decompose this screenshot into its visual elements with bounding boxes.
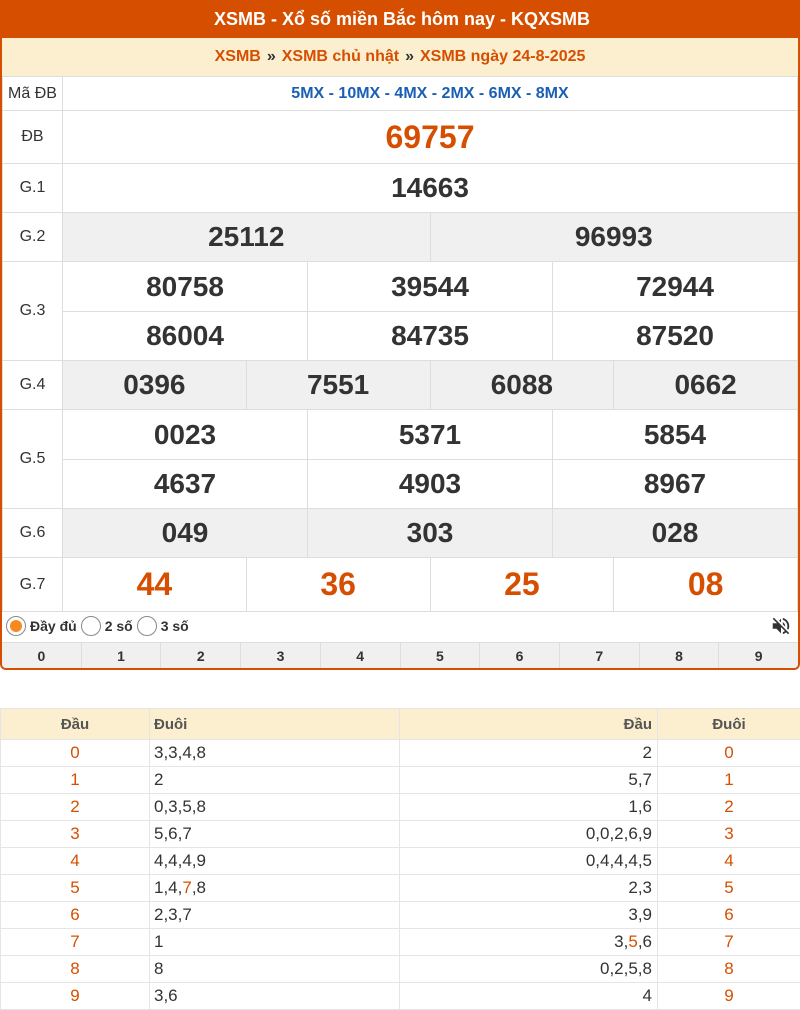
row-g3 bbox=[3, 262, 798, 361]
loto-head: 0 bbox=[1, 740, 150, 767]
loto-heads bbox=[400, 929, 658, 956]
prize-g4: 0396 bbox=[123, 369, 186, 400]
prize-g5: 4903 bbox=[307, 460, 552, 508]
option-full[interactable] bbox=[6, 616, 77, 636]
label-g2: G.2 bbox=[3, 213, 63, 262]
label-g7: G.7 bbox=[3, 558, 63, 612]
loto-heads: 4 bbox=[400, 983, 658, 1010]
loto-tails: 0,3,5,8 bbox=[150, 794, 400, 821]
table-row bbox=[1, 929, 800, 956]
loto-tail: 4 bbox=[658, 848, 800, 875]
prize-g4: 7551 bbox=[246, 361, 430, 409]
prize-g5: 8967 bbox=[552, 460, 797, 508]
loto-tail: 9 bbox=[658, 983, 800, 1010]
loto-tails: 1 bbox=[150, 929, 400, 956]
prize-g6: 049 bbox=[161, 517, 209, 548]
row-g4 bbox=[3, 361, 798, 410]
loto-tail: 6 bbox=[658, 902, 800, 929]
loto-heads: 5,7 bbox=[400, 767, 658, 794]
results-table bbox=[2, 76, 798, 612]
digit-button[interactable]: 4 bbox=[320, 643, 400, 668]
loto-tails bbox=[150, 875, 400, 902]
prize-g5: 4637 bbox=[153, 468, 217, 499]
loto-head: 5 bbox=[1, 875, 150, 902]
table-row bbox=[1, 875, 800, 902]
option-3-digits-label: 3 số bbox=[160, 618, 189, 634]
prize-g5: 5854 bbox=[552, 410, 797, 459]
loto-header-head: Đầu bbox=[1, 709, 150, 740]
digit-button[interactable]: 7 bbox=[559, 643, 639, 668]
prize-g5: 0023 bbox=[153, 418, 217, 450]
prize-g4: 0662 bbox=[613, 361, 797, 409]
digit-button[interactable]: 1 bbox=[81, 643, 161, 668]
prize-g6: 028 bbox=[552, 509, 797, 557]
loto-head: 4 bbox=[1, 848, 150, 875]
prize-g3: 39544 bbox=[307, 262, 552, 311]
digit-button[interactable]: 9 bbox=[718, 643, 798, 668]
loto-heads: 0,4,4,4,5 bbox=[400, 848, 658, 875]
prize-g3: 72944 bbox=[552, 262, 797, 311]
loto-head: 2 bbox=[1, 794, 150, 821]
digit-button[interactable]: 3 bbox=[240, 643, 320, 668]
row-g1 bbox=[3, 164, 798, 213]
option-3-digits[interactable] bbox=[137, 616, 189, 636]
loto-tail: 7 bbox=[658, 929, 800, 956]
label-g5: G.5 bbox=[3, 410, 63, 509]
breadcrumb bbox=[2, 38, 798, 76]
loto-heads: 0,2,5,8 bbox=[400, 956, 658, 983]
option-2-digits-label: 2 số bbox=[104, 618, 133, 634]
loto-tails: 2,3,7 bbox=[150, 902, 400, 929]
loto-tail: 0 bbox=[658, 740, 800, 767]
prize-g7: 08 bbox=[613, 558, 797, 611]
loto-heads-part: ,6 bbox=[637, 932, 652, 951]
loto-heads: 2,3 bbox=[400, 875, 658, 902]
loto-heads-part: 3, bbox=[614, 932, 629, 951]
table-row bbox=[1, 956, 800, 983]
breadcrumb-separator: » bbox=[266, 48, 276, 65]
table-row bbox=[1, 848, 800, 875]
label-g6: G.6 bbox=[3, 509, 63, 558]
loto-header-head: Đầu bbox=[400, 709, 658, 740]
label-g4: G.4 bbox=[3, 361, 63, 410]
loto-heads: 3,9 bbox=[400, 902, 658, 929]
prize-g1: 14663 bbox=[63, 164, 798, 213]
label-db: ĐB bbox=[3, 111, 63, 164]
loto-head: 8 bbox=[1, 956, 150, 983]
row-madb bbox=[3, 77, 798, 111]
prize-g7: 25 bbox=[430, 558, 614, 611]
row-g2 bbox=[3, 213, 798, 262]
loto-heads: 1,6 bbox=[400, 794, 658, 821]
loto-tails: 4,4,4,9 bbox=[150, 848, 400, 875]
table-row bbox=[1, 983, 800, 1010]
prize-db: 69757 bbox=[63, 111, 798, 164]
loto-head: 1 bbox=[1, 767, 150, 794]
loto-head: 6 bbox=[1, 902, 150, 929]
loto-header-tail: Đuôi bbox=[150, 709, 400, 740]
prize-g3: 86004 bbox=[146, 320, 224, 351]
page-title-text: XSMB - Xổ số miền Bắc hôm nay - KQXSMB bbox=[213, 8, 591, 29]
loto-header-row bbox=[1, 709, 800, 740]
table-row bbox=[1, 794, 800, 821]
digit-button[interactable]: 0 bbox=[37, 647, 46, 664]
breadcrumb-link-xsmb[interactable]: XSMB bbox=[214, 48, 261, 65]
volume-mute-icon[interactable] bbox=[770, 615, 792, 637]
table-row bbox=[1, 821, 800, 848]
loto-tails-highlight: 7 bbox=[182, 878, 192, 897]
label-madb: Mã ĐB bbox=[3, 77, 63, 111]
prize-g3: 84735 bbox=[307, 312, 552, 360]
breadcrumb-separator: » bbox=[405, 48, 414, 65]
prize-g4: 6088 bbox=[430, 361, 614, 409]
loto-tail: 5 bbox=[658, 875, 800, 902]
prize-g6: 303 bbox=[307, 509, 552, 557]
digit-button[interactable]: 6 bbox=[479, 643, 559, 668]
page-title bbox=[2, 0, 800, 38]
loto-tail: 8 bbox=[658, 956, 800, 983]
prize-g2: 96993 bbox=[430, 213, 798, 261]
loto-tail: 3 bbox=[658, 821, 800, 848]
prize-g3: 87520 bbox=[552, 312, 797, 360]
row-g6 bbox=[3, 509, 798, 558]
loto-tails: 3,3,4,8 bbox=[150, 740, 400, 767]
loto-header-tail: Đuôi bbox=[658, 709, 800, 740]
table-row bbox=[1, 740, 800, 767]
radio-2-digits[interactable] bbox=[81, 616, 101, 636]
prize-g2: 25112 bbox=[208, 221, 285, 252]
loto-tails: 8 bbox=[150, 956, 400, 983]
radio-3-digits[interactable] bbox=[137, 616, 157, 636]
loto-tails-part: 1,4, bbox=[154, 878, 183, 897]
loto-tails: 3,6 bbox=[150, 983, 400, 1010]
loto-table bbox=[0, 708, 800, 1010]
table-row bbox=[1, 767, 800, 794]
loto-tails-part: ,8 bbox=[191, 878, 207, 897]
madb-value: 5MX - 10MX - 4MX - 2MX - 6MX - 8MX bbox=[63, 77, 798, 111]
digit-button[interactable]: 2 bbox=[160, 643, 240, 668]
row-db bbox=[3, 111, 798, 164]
loto-head: 3 bbox=[1, 821, 150, 848]
breadcrumb-link-date[interactable]: XSMB ngày 24-8-2025 bbox=[419, 48, 586, 65]
breadcrumb-link-sunday[interactable]: XSMB chủ nhật bbox=[281, 48, 400, 65]
digit-button[interactable]: 5 bbox=[400, 643, 480, 668]
label-g3: G.3 bbox=[3, 262, 63, 361]
digit-button[interactable]: 8 bbox=[639, 643, 719, 668]
loto-head: 7 bbox=[1, 929, 150, 956]
loto-heads-highlight: 5 bbox=[628, 932, 638, 951]
row-g7 bbox=[3, 558, 798, 612]
loto-tail: 1 bbox=[658, 767, 800, 794]
loto-tail: 2 bbox=[658, 794, 800, 821]
loto-tails: 5,6,7 bbox=[150, 821, 400, 848]
option-full-label: Đầy đủ bbox=[30, 618, 77, 634]
loto-heads: 2 bbox=[400, 740, 658, 767]
prize-g5: 5371 bbox=[307, 410, 552, 459]
label-g1: G.1 bbox=[3, 164, 63, 213]
prize-g7: 36 bbox=[246, 558, 430, 611]
loto-head: 9 bbox=[1, 983, 150, 1010]
display-options bbox=[2, 610, 798, 642]
digit-filter-bar bbox=[2, 642, 798, 668]
prize-g3: 80758 bbox=[146, 270, 224, 302]
option-2-digits[interactable] bbox=[81, 616, 133, 636]
radio-full[interactable] bbox=[6, 616, 26, 636]
loto-tails: 2 bbox=[150, 767, 400, 794]
row-g5 bbox=[3, 410, 798, 509]
prize-g7: 44 bbox=[136, 566, 173, 602]
loto-heads: 0,0,2,6,9 bbox=[400, 821, 658, 848]
table-row bbox=[1, 902, 800, 929]
